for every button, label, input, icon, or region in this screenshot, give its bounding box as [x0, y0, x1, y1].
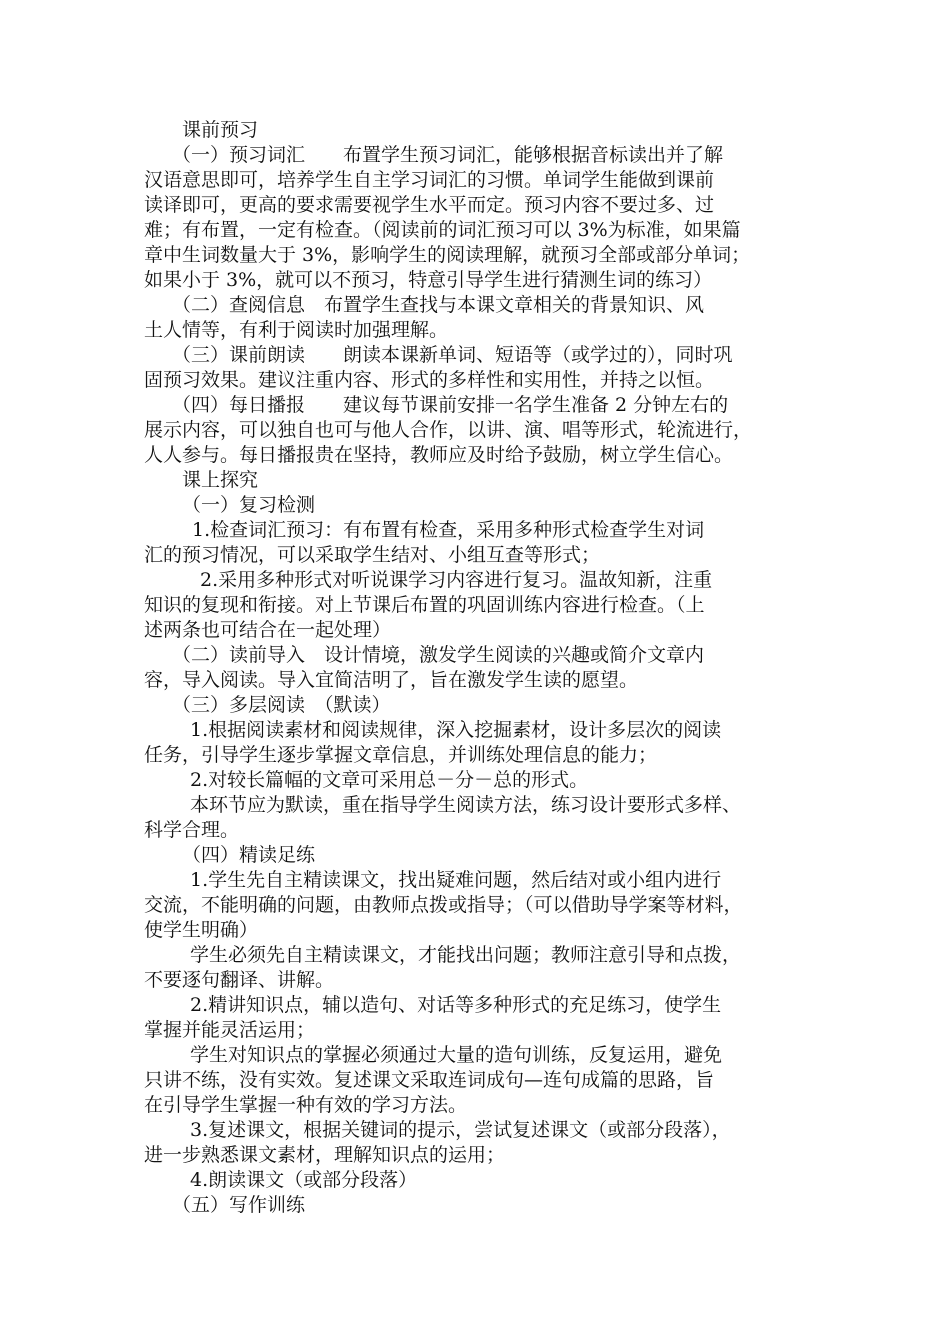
text-line: （一）复习检测 — [182, 494, 316, 516]
text-line: 掌握并能灵活运用； — [144, 1019, 316, 1041]
text-line: （四）精读足练 — [182, 844, 316, 866]
text-line: 1.学生先自主精读课文，找出疑难问题，然后结对或小组内进行 — [190, 869, 722, 891]
text-line: 在引导学生掌握一种有效的学习方法。 — [144, 1094, 468, 1116]
text-line: 固预习效果。建议注重内容、形式的多样性和实用性，并持之以恒。 — [144, 369, 715, 391]
text-line: 只讲不练，没有实效。复述课文采取连词成句—连句成篇的思路，旨 — [144, 1069, 715, 1091]
text-line: （二）读前导入 设计情境，激发学生阅读的兴趣或简介文章内 — [172, 644, 705, 666]
text-line: 本环节应为默读，重在指导学生阅读方法，练习设计要形式多样、 — [190, 794, 742, 816]
text-line: 任务，引导学生逐步掌握文章信息，并训练处理信息的能力； — [144, 744, 658, 766]
text-line: 人人参与。每日播报贵在坚持，教师应及时给予鼓励，树立学生信心。 — [144, 444, 734, 466]
text-line: （二）查阅信息 布置学生查找与本课文章相关的背景知识、风 — [172, 294, 705, 316]
text-line: 难；有布置，一定有检查。（阅读前的词汇预习可以 3%为标准，如果篇 — [144, 219, 741, 241]
text-line: 2.对较长篇幅的文章可采用总－分－总的形式。 — [190, 769, 589, 791]
text-line: 不要逐句翻译、讲解。 — [144, 969, 335, 991]
text-line: （三）多层阅读 （默读） — [172, 694, 391, 716]
text-line: 进一步熟悉课文素材，理解知识点的运用； — [144, 1144, 506, 1166]
text-line: 2.精讲知识点，辅以造句、对话等多种形式的充足练习，使学生 — [190, 994, 722, 1016]
text-line: 述两条也可结合在一起处理） — [144, 619, 392, 641]
text-line: （一）预习词汇 布置学生预习词汇，能够根据音标读出并了解 — [172, 144, 724, 166]
text-line: 3.复述课文，根据关键词的提示，尝试复述课文（或部分段落）， — [190, 1119, 731, 1141]
text-line: 容，导入阅读。导入宜简洁明了，旨在激发学生读的愿望。 — [144, 669, 639, 691]
text-line: 汉语意思即可，培养学生自主学习词汇的习惯。单词学生能做到课前 — [144, 169, 715, 191]
text-line: 土人情等，有利于阅读时加强理解。 — [144, 319, 449, 341]
text-line: 知识的复现和衔接。对上节课后布置的巩固训练内容进行检查。（上 — [144, 594, 705, 616]
text-line: 1.检查词汇预习：有布置有检查，采用多种形式检查学生对词 — [192, 519, 705, 541]
text-line: 学生必须先自主精读课文，才能找出问题；教师注意引导和点拨， — [190, 944, 742, 966]
text-line: 汇的预习情况，可以采取学生结对、小组互查等形式； — [144, 544, 601, 566]
text-line: 使学生明确） — [144, 919, 259, 941]
document-body — [144, 118, 814, 1218]
text-line: 如果小于 3%，就可以不预习，特意引导学生进行猜测生词的练习） — [144, 269, 713, 291]
text-line: 4.朗读课文（或部分段落） — [190, 1169, 418, 1191]
text-line: 2.采用多种形式对听说课学习内容进行复习。温故知新，注重 — [200, 569, 713, 591]
text-line: 课上探究 — [182, 469, 259, 491]
text-line: 课前预习 — [182, 119, 259, 141]
text-line: 章中生词数量大于 3%，影响学生的阅读理解，就预习全部或部分单词； — [144, 244, 751, 266]
text-line: 展示内容，可以独自也可与他人合作，以讲、演、唱等形式，轮流进行， — [144, 419, 753, 441]
text-line: （三）课前朗读 朗读本课新单词、短语等（或学过的），同时巩 — [172, 344, 733, 366]
text-line: （五）写作训练 — [172, 1194, 306, 1216]
text-line: 交流，不能明确的问题，由教师点拨或指导；（可以借助导学案等材料， — [144, 894, 743, 916]
text-line: 读译即可，更高的要求需要视学生水平而定。预习内容不要过多、过 — [144, 194, 715, 216]
text-line: 科学合理。 — [144, 819, 240, 841]
text-line: 1.根据阅读素材和阅读规律，深入挖掘素材，设计多层次的阅读 — [190, 719, 722, 741]
text-line: 学生对知识点的掌握必须通过大量的造句训练，反复运用，避免 — [190, 1044, 723, 1066]
text-line: （四）每日播报 建议每节课前安排一名学生准备 2 分钟左右的 — [172, 394, 729, 416]
